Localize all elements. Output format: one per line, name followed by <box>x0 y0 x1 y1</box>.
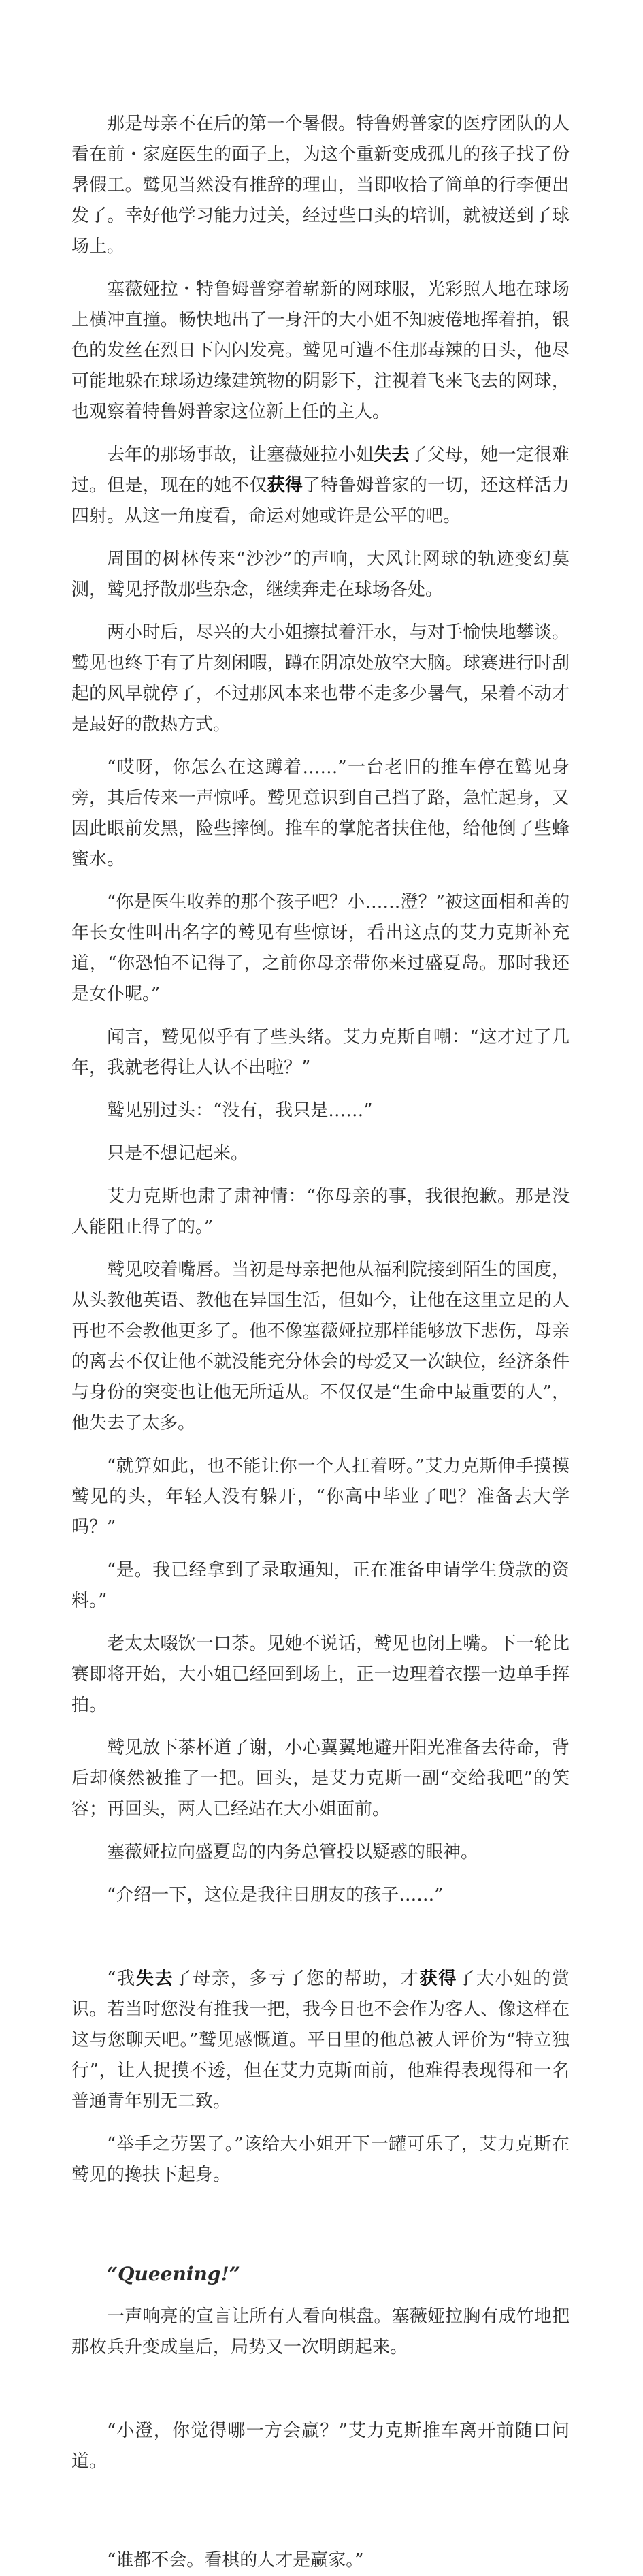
paragraph <box>71 1629 570 1721</box>
paragraph <box>71 1096 570 1126</box>
paragraph-text: 一声响亮的宣言让所有人看向棋盘。塞薇娅拉胸有成竹地把那枚兵升变成皇后，局势又一次明朗起来。 <box>71 2306 570 2357</box>
paragraph <box>71 887 570 1010</box>
paragraph <box>71 1837 570 1868</box>
paragraph-text: 两小时后，尽兴的大小姐擦拭着汗水，与对手愉快地攀谈。鹫见也终于有了片刻闲暇，蹲在阴凉处放空大脑。球赛进行时刮起的风早就停了，不过那风本来也带不走多少暑气，呆着不动才是最好的散热方式。 <box>71 622 570 735</box>
paragraph <box>71 1964 570 2117</box>
paragraph-text: “是。我已经拿到了录取通知，正在准备申请学生贷款的资料。” <box>71 1560 570 1611</box>
paragraph <box>71 2302 570 2363</box>
section-heading: “Queening!” <box>107 2263 240 2285</box>
paragraph <box>71 1181 570 1243</box>
article-body <box>71 109 570 2191</box>
emphasis-text: 获得 <box>419 1969 458 1989</box>
paragraph <box>71 440 570 532</box>
paragraph-text: 鹫见咬着嘴唇。当初是母亲把他从福利院接到陌生的国度，从头教他英语、教他在异国生活，但如今，让他在这里立足的人再也不会教他更多了。他不像塞薇娅拉那样能够放下悲伤，母亲的离去不仅让他不就没能充分体会的母爱又一次缺位，经济条件与身份的突变也让他无所适从。不仅仅是“生命中最重要的人”，他失去了太多。 <box>71 1260 570 1433</box>
emphasis-text: 失去 <box>374 445 410 465</box>
paragraph-text: 鹫见别过头：“没有，我只是……” <box>107 1100 373 1121</box>
paragraph <box>71 544 570 605</box>
paragraph <box>71 2129 570 2191</box>
paragraph <box>71 1555 570 1617</box>
paragraph <box>71 1022 570 1083</box>
paragraph-text: 了特鲁姆普家的一切，还这样活力四射。从这一角度看，命运对她或许是公平的吧。 <box>71 475 570 526</box>
paragraph-text: 老太太啜饮一口茶。见她不说话，鹫见也闭上嘴。下一轮比赛即将开始，大小姐已经回到场上，正一边理着衣摆一边单手挥拍。 <box>71 1634 570 1715</box>
paragraph <box>71 618 570 740</box>
article-closing <box>71 2302 570 2576</box>
paragraph-text: “举手之劳罢了。”该给大小姐开下一罐可乐了，艾力克斯在鹫见的搀扶下起身。 <box>71 2134 570 2185</box>
paragraph-text: 塞薇娅拉・特鲁姆普穿着崭新的网球服，光彩照人地在球场上横冲直撞。畅快地出了一身汗的大小姐不知疲倦地挥着拍，银色的发丝在烈日下闪闪发亮。鹫见可遭不住那毒辣的日头，他尽可能地躲在球场边缘建筑物的阴影下，注视着飞来飞去的网球，也观察着特鲁姆普家这位新上任的主人。 <box>71 279 570 422</box>
paragraph <box>71 1880 570 1911</box>
paragraph <box>71 274 570 428</box>
paragraph-text: 闻言，鹫见似乎有了些头绪。艾力克斯自嘲：“这才过了几年，我就老得让人认不出啦？” <box>71 1027 570 1078</box>
paragraph-text: “我 <box>107 1969 136 1989</box>
paragraph-text: 那是母亲不在后的第一个暑假。特鲁姆普家的医疗团队的人看在前・家庭医生的面子上，为这个重新变成孤儿的孩子找了份暑假工。鹫见当然没有推辞的理由，当即收拾了简单的行李便出发了。幸好他学习能力过关，经过些口头的培训，就被送到了球场上。 <box>71 114 570 257</box>
paragraph <box>71 1733 570 1825</box>
paragraph-text: “哎呀，你怎么在这蹲着……”一台老旧的推车停在鹫见身旁，其后传来一声惊呼。鹫见意识到自己挡了路，急忙起身，又因此眼前发黑，险些摔倒。推车的掌舵者扶住他，给他倒了些蜂蜜水。 <box>71 757 570 870</box>
paragraph-text: “就算如此，也不能让你一个人扛着呀。”艾力克斯伸手摸摸鹫见的头，年轻人没有躲开，“你高中毕业了吧？准备去大学吗？” <box>71 1456 570 1538</box>
paragraph-text: 了父母，她一定很难过。但是，现在的她不仅 <box>71 445 570 496</box>
paragraph-text: 周围的树林传来“沙沙”的声响，大风让网球的轨迹变幻莫测，鹫见抒散那些杂念，继续奔走在球场各处。 <box>71 549 570 600</box>
paragraph-text: 塞薇娅拉向盛夏岛的内务总管投以疑惑的眼神。 <box>107 1842 479 1862</box>
paragraph-text: 去年的那场事故，让塞薇娅拉小姐 <box>107 445 374 465</box>
paragraph-text: “介绍一下，这位是我往日朋友的孩子……” <box>107 1885 444 1905</box>
paragraph-text: 了大小姐的赏识。若当时您没有推我一把，我今日也不会作为客人、像这样在这与您聊天吧。”鹫见感慨道。平日里的他总被人评价为“特立独行”，让人捉摸不透，但在艾力克斯面前，他难得表现得和一名普通青年别无二致。 <box>71 1969 570 2112</box>
paragraph <box>71 752 570 875</box>
paragraph <box>71 1451 570 1543</box>
emphasis-text: 获得 <box>267 475 303 496</box>
paragraph-text: “谁都不会。看棋的人才是赢家。” <box>107 2550 364 2571</box>
paragraph-text: “小澄，你觉得哪一方会赢？”艾力克斯推车离开前随口问道。 <box>71 2421 570 2472</box>
paragraph <box>71 2545 570 2576</box>
paragraph-text: “你是医生收养的那个孩子吧？小……澄？”被这面相和善的年长女性叫出名字的鹫见有些惊讶，看出这点的艾力克斯补充道，“你恐怕不记得了，之前你母亲带你来过盛夏岛。那时我还是女仆呢。” <box>71 892 570 1004</box>
paragraph-text: 了母亲，多亏了您的帮助，才 <box>174 1969 420 1989</box>
paragraph-text: 鹫见放下茶杯道了谢，小心翼翼地避开阳光准备去待命，背后却倏然被推了一把。回头，是艾力克斯一副“交给我吧”的笑容；再回头，两人已经站在大小姐面前。 <box>71 1738 570 1819</box>
paragraph <box>71 1255 570 1439</box>
emphasis-text: 失去 <box>135 1969 174 1989</box>
paragraph <box>71 2416 570 2477</box>
paragraph-text: 只是不想记起来。 <box>107 1143 249 1164</box>
paragraph <box>71 1139 570 1169</box>
paragraph-text: 艾力克斯也肃了肃神情：“你母亲的事，我很抱歉。那是没人能阻止得了的。” <box>71 1186 570 1237</box>
paragraph <box>71 109 570 262</box>
